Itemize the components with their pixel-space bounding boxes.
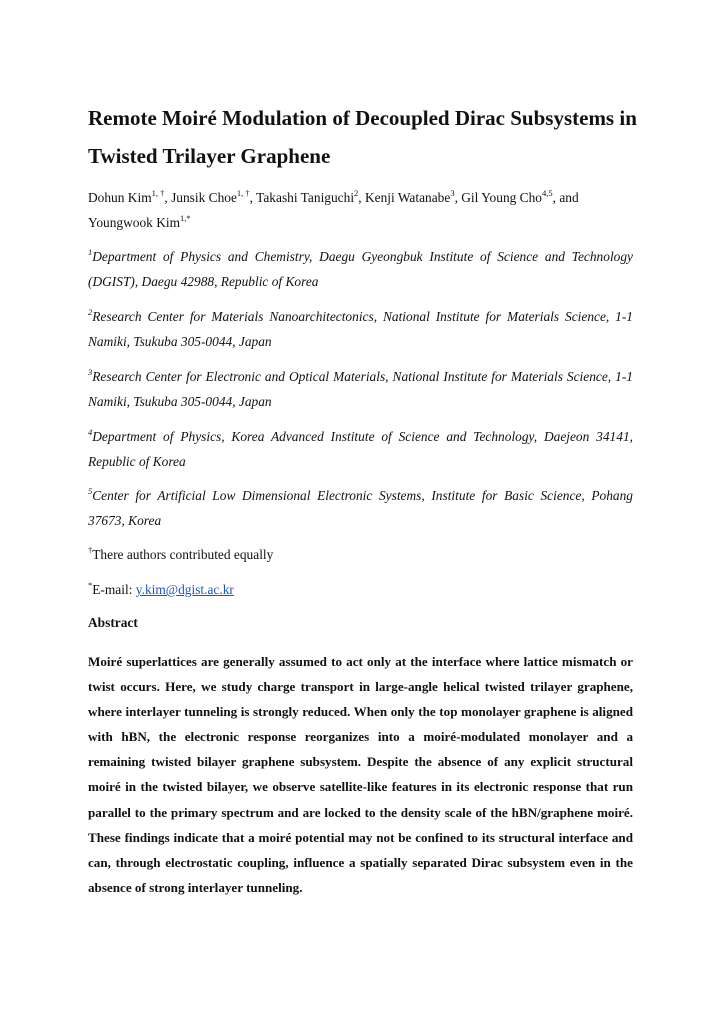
abstract-body: Moiré superlattices are generally assumed to act only at the interface where lattice mismatch or twist occurs. Here, we study charge transport in large-angle helical twisted trilayer graphene, where interlayer tunneling is strongly reduced. When only the top monolayer graphene is aligned with hBN, the electronic response reorganizes into a moiré-modulated monolayer and a remaining twisted bilayer graphene subsystem. Despite the absence of any explicit structural moiré in the twisted bilayer, we observe satellite-like features in its electronic response that run parallel to the primary spectrum and are locked to the density scale of the hBN/graphene moiré. These findings indicate that a moiré potential may not be confined to its structural interface and can, through electrostatic coupling, influence a spatially separated Dirac subsystem even in the absence of strong interlayer tunneling. <box>88 654 633 895</box>
affiliation-3: $^3$Research Center for Electronic and Optical Materials, National Institute for Materials Science, 1-1 Namiki, Tsukuba 305-0044, Japan <box>88 367 633 409</box>
author-3: Takashi Taniguchi$^2$, <box>256 188 365 205</box>
affiliation-4: $^4$Department of Physics, Korea Advanced Institute of Science and Technology, Daejeon 34141, Republic of Korea <box>88 427 633 469</box>
author-5: Gil Young Cho$^{4,5}$, and <box>461 188 579 205</box>
abstract-heading: Abstract <box>88 615 138 630</box>
equal-contribution-note: †There authors contributed equally <box>88 545 274 562</box>
paper-title: Remote Moiré Modulation of Decoupled Dirac Subsystems in Twisted Trilayer Graphene <box>88 106 637 168</box>
affiliation-2: $^2$Research Center for Materials Nanoarchitectonics, National Institute for Materials Science, 1-1 Namiki, Tsukuba 305-0044, Japan <box>88 307 633 349</box>
author-list <box>88 185 633 235</box>
author-6: Youngwook Kim$^{1,*}$ <box>88 213 191 230</box>
affiliation-5: $^5$Center for Artificial Low Dimensional Electronic Systems, Institute for Basic Science, Pohang 37673, Korea <box>88 486 633 528</box>
corresponding-email: *E-mail: y.kim@dgist.ac.kr <box>88 580 234 597</box>
author-2: Junsik Choe$^{1, \dagger}$, <box>171 188 257 205</box>
author-1: Dohun Kim$^{1, \dagger}$, <box>88 188 172 205</box>
email-link[interactable]: y.kim@dgist.ac.kr <box>135 582 234 597</box>
author-4: Kenji Watanabe$^3$, <box>365 188 462 205</box>
affiliation-1: $^1$Department of Physics and Chemistry, Daegu Gyeongbuk Institute of Science and Technology (DGIST), Daegu 42988, Republic of Korea <box>88 247 633 289</box>
